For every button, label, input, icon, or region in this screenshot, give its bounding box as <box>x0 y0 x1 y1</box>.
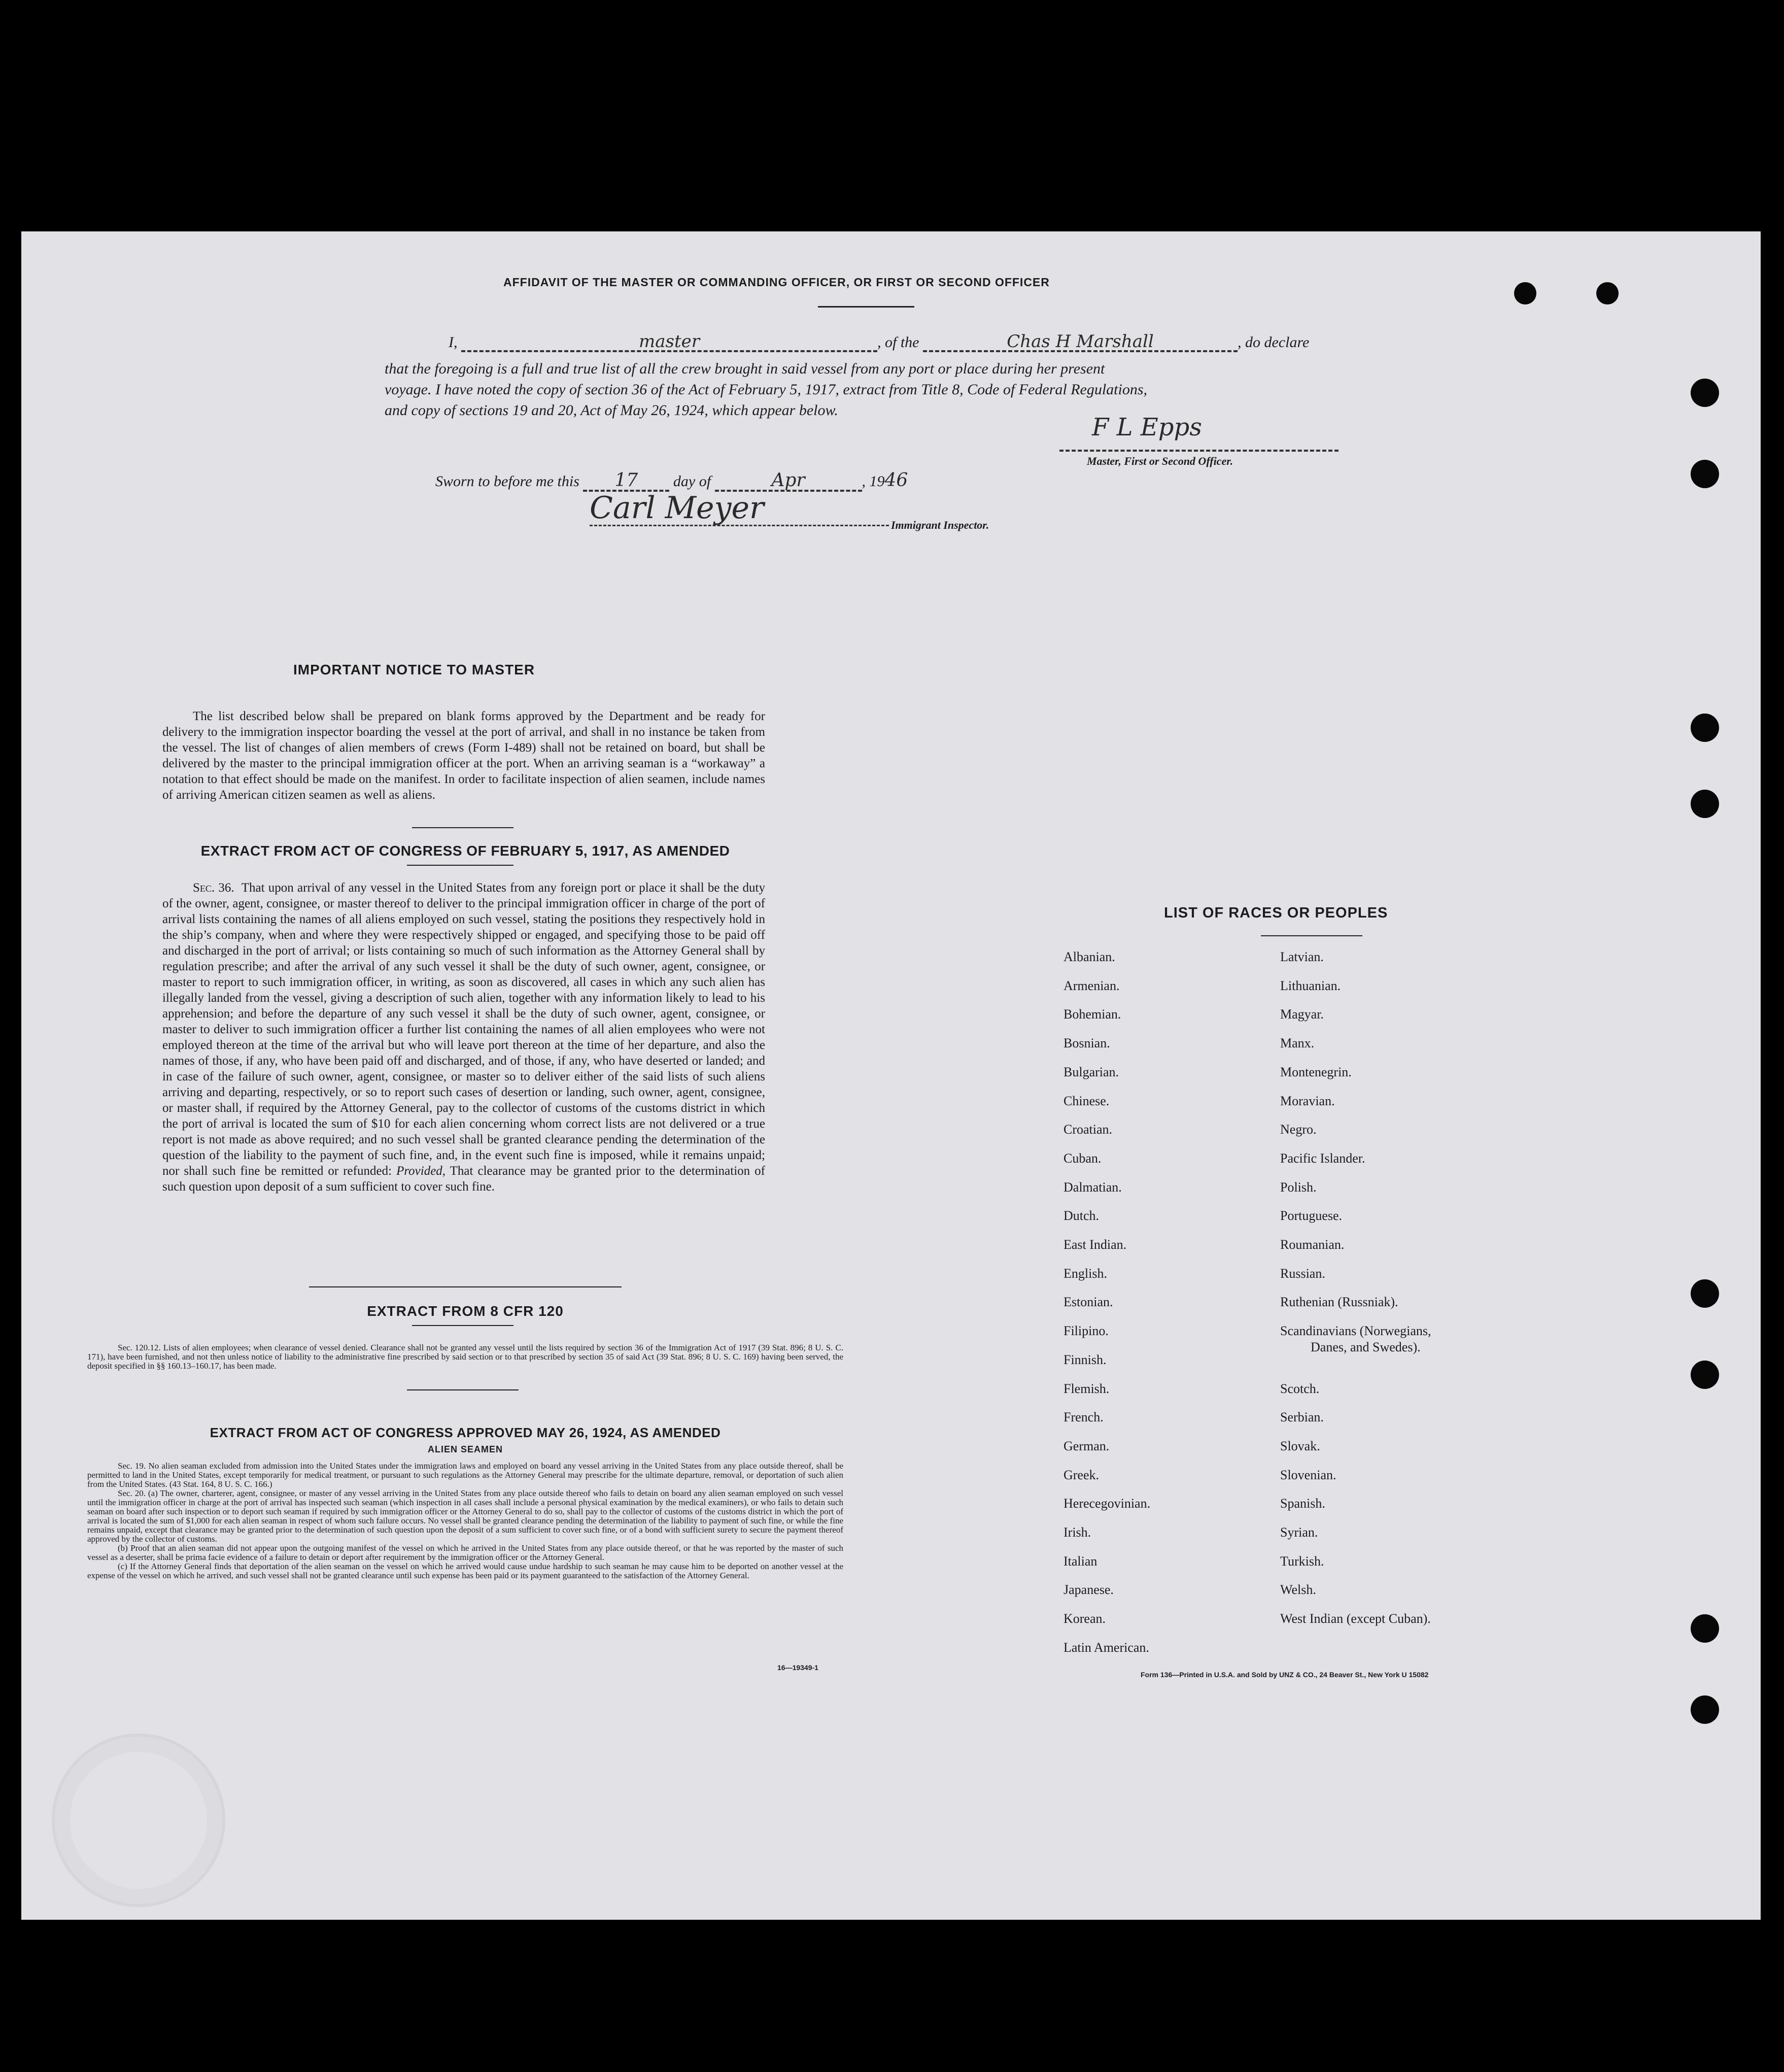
race-item: Roumanian. <box>1280 1237 1345 1252</box>
race-item: Croatian. <box>1063 1122 1113 1137</box>
sworn-month: Apr <box>771 470 805 491</box>
race-item: Latin American. <box>1063 1640 1149 1655</box>
title-rule <box>818 306 914 308</box>
race-item: East Indian. <box>1063 1237 1127 1252</box>
extract-1917-body <box>162 880 765 1195</box>
notice-rule <box>412 827 513 828</box>
race-item: Portuguese. <box>1280 1208 1343 1223</box>
punch-hole <box>1596 282 1619 304</box>
race-item: Bohemian. <box>1063 1007 1121 1022</box>
race-item: Slovak. <box>1280 1439 1320 1453</box>
race-item: Magyar. <box>1280 1007 1324 1022</box>
race-item: English. <box>1063 1266 1107 1281</box>
punch-hole <box>1691 460 1719 488</box>
declaration-line <box>449 333 1382 352</box>
race-item: Greek. <box>1063 1468 1100 1482</box>
race-item: Chinese. <box>1063 1094 1110 1108</box>
races-title: LIST OF RACES OR PEOPLES <box>1164 905 1388 921</box>
sec-20a-text: Sec. 20. (a) The owner, charterer, agent, consignee, or master of any vessel arriving in the United States from any place outside thereof who fails to detain on board any alien seaman employed on such vessel until the immigration officer in charge at the port of arrival has inspected such seaman (which inspection in all cases shall include a personal physical examination by the medical examiners), or who fails to detain such seaman on board after such inspection or to deport such seaman if required by such immigration officer or the Attorney General to do so, shall pay to the collector of customs of the customs district in which the port of arrival is located the sum of $1,000 for each alien seaman in respect of whom such failure occurs. No vessel shall be granted clearance pending the determination of the liability to payment of such fine, or while the fine remains unpaid, except that clearance may be granted prior to the determination of such question upon the deposit of a sum sufficient to cover such fine, or of a bond with sufficient surety to secure the payment thereof approved by the collector of customs. <box>87 1488 843 1544</box>
extract-1924-subtitle: ALIEN SEAMEN <box>427 1444 503 1454</box>
race-item: Finnish. <box>1063 1352 1107 1367</box>
race-item: Scandinavians (Norwegians, <box>1280 1323 1431 1338</box>
declaration-line-1: that the foregoing is a full and true list of all the crew brought in said vessel from any port or place during her present <box>385 360 1105 377</box>
race-item: Japanese. <box>1063 1582 1114 1597</box>
race-item: Danes, and Swedes). <box>1311 1340 1421 1354</box>
notice-body <box>162 708 765 803</box>
year-prefix: , 19 <box>862 473 885 490</box>
race-item: Manx. <box>1280 1036 1315 1050</box>
race-item: Moravian. <box>1280 1094 1335 1108</box>
master-signature: F L Epps <box>1092 413 1202 441</box>
extract-1924-title: EXTRACT FROM ACT OF CONGRESS APPROVED MAY 26, 1924, AS AMENDED <box>210 1425 721 1440</box>
race-item: Bosnian. <box>1063 1036 1110 1050</box>
race-item: Serbian. <box>1280 1410 1324 1424</box>
race-item: Italian <box>1063 1554 1097 1569</box>
punch-hole <box>1514 282 1536 304</box>
race-item: Estonian. <box>1063 1295 1113 1309</box>
race-item: Polish. <box>1280 1180 1317 1195</box>
notice-text: The list described below shall be prepared on blank forms approved by the Department and be ready for delivery to the immigration inspector boarding the vessel at the port of arrival, and shall in no instance be taken from the vessel. The list of changes of alien members of crews (Form I-489) shall not be retained on board, but shall be delivered by the master to the principal immigration officer at the port. When an arriving seaman is a “workaway” a notation to that effect should be made on the manifest. In order to facilitate inspection of alien seamen, include names of arriving American citizen seamen as well as aliens. <box>162 709 765 802</box>
master-signature-line <box>1059 450 1339 452</box>
form-footer: Form 136—Printed in U.S.A. and Sold by UNZ & CO., 24 Beaver St., New York U 15082 <box>1141 1671 1429 1679</box>
punch-hole <box>1691 379 1719 407</box>
race-item: Irish. <box>1063 1525 1091 1540</box>
inspector-signature-line <box>590 525 889 526</box>
sec-36-text: That upon arrival of any vessel in the United States from any foreign port or place it shall be the duty of the owner, agent, consignee, or master thereof to deliver to the principal immigration officer in charge of the port of arrival lists containing the names of all aliens employed on such vessel, stating the positions they respectively hold in the ship’s company, when and where they were respectively shipped or engaged, and specifying those to be paid off and discharged in the port of arrival; or lists containing so much of such information as the Attorney General shall by regulation prescribe; and after the arrival of any such vessel it shall be the duty of such owner, agent, consignee, or master to report to such immigration officer, in writing, as soon as discovered, all cases in which any such alien has illegally landed from the vessel, giving a description of such alien, together with any information likely to lead to his apprehension; and before the departure of any such vessel it shall be the duty of such owner, agent, consignee, or master to deliver to such immigration officer a further list containing the names of all alien employees who were not employed thereon at the time of the arrival but who will leave port thereon at the time of her departure, and also the names of those, if any, who have been paid off and discharged, and of those, if any, who have deserted or landed; and in case of the failure of such owner, agent, consignee, or master so to deliver either of the said lists of such aliens arriving and departing, respectively, or so to report such cases of desertion or landing, such owner, agent, consignee, or master shall, if required by the Attorney General, pay to the collector of customs of the customs district in which the port of arrival is located the sum of $10 for each alien concerning whom correct lists are not delivered or a true report is not made as above required; and no such vessel shall be granted clearance pending the determination of the question of the liability to the payment of such fine, and, in the event such fine is imposed, while it remains unpaid; nor shall such fine be remitted or refunded: <box>162 881 765 1178</box>
race-item: Latvian. <box>1280 949 1324 964</box>
declare-label: , do declare <box>1238 334 1310 351</box>
punch-hole <box>1691 714 1719 742</box>
cfr-rule <box>412 1325 513 1326</box>
sworn-day: 17 <box>614 470 638 491</box>
race-item: Slovenian. <box>1280 1468 1336 1482</box>
punch-hole <box>1691 1695 1719 1724</box>
sec-36-label: Sec. 36. <box>193 881 234 895</box>
race-item: Welsh. <box>1280 1582 1316 1597</box>
punch-hole <box>1691 1279 1719 1308</box>
affidavit-title: AFFIDAVIT OF THE MASTER OR COMMANDING OFFICER, OR FIRST OR SECOND OFFICER <box>503 276 1050 289</box>
year-suffix: 46 <box>884 470 908 491</box>
race-item: Scotch. <box>1280 1381 1320 1396</box>
vessel-value: Chas H Marshall <box>1007 331 1154 352</box>
embossed-seal <box>52 1734 225 1907</box>
proviso-label: Provided, <box>396 1164 446 1178</box>
race-item: Lithuanian. <box>1280 978 1341 993</box>
race-item: Russian. <box>1280 1266 1325 1281</box>
race-item: Korean. <box>1063 1611 1106 1626</box>
race-item: West Indian (except Cuban). <box>1280 1611 1431 1626</box>
of-the-label: , of the <box>877 334 919 351</box>
cfr-text: Sec. 120.12. Lists of alien employees; when clearance of vessel denied. Clearance shall not be granted any vessel until the lists required by section 36 of the Immigration Act of 1917 (39 Stat. 896; 8 U. S. C. 171), have been furnished, and not then unless notice of liability to the administrative fine prescribed by said section or to that prescribed by section 35 of said Act (39 Stat. 896; 8 U. S. C. 169) having been served, the deposit specified in §§ 160.13–160.17, has been made. <box>87 1343 843 1371</box>
extract-1917-title: EXTRACT FROM ACT OF CONGRESS OF FEBRUARY 5, 1917, AS AMENDED <box>200 843 730 859</box>
vessel-field <box>923 333 1238 352</box>
race-item: Spanish. <box>1280 1496 1325 1511</box>
sec-20b-text: (b) Proof that an alien seaman did not appear upon the outgoing manifest of the vessel on which he arrived in the United States from any place outside thereof, or that he was reported by the master of such vessel as a deserter, shall be prima facie evidence of a failure to detain or deport after requirement by the immigration officer or the Attorney General. <box>87 1543 843 1562</box>
race-item: Armenian. <box>1063 978 1120 993</box>
race-item: Negro. <box>1280 1122 1317 1137</box>
race-item: German. <box>1063 1439 1110 1453</box>
cfr-end-rule <box>407 1389 519 1390</box>
declaration-line-3: and copy of sections 19 and 20, Act of May 26, 1924, which appear below. <box>385 402 838 419</box>
race-item: Filipino. <box>1063 1323 1109 1338</box>
race-item: Cuban. <box>1063 1151 1102 1166</box>
cfr-title: EXTRACT FROM 8 CFR 120 <box>367 1303 564 1319</box>
race-item: Flemish. <box>1063 1381 1110 1396</box>
race-item: Dutch. <box>1063 1208 1100 1223</box>
declaration-line-2: voyage. I have noted the copy of section 36 of the Act of February 5, 1917, extract from Title 8, Code of Federal Regulations, <box>385 381 1148 398</box>
sec-20c-text: (c) If the Attorney General finds that deportation of the alien seaman on the vessel on which he arrived would cause undue hardship to such seaman he may cause him to be deported on another vessel at the expense of the vessel on which he arrived, and such vessel shall not be granted clearance until such expense has been paid or its payment guaranteed to the satisfaction of the Attorney General. <box>87 1561 843 1580</box>
punch-hole <box>1691 1361 1719 1389</box>
extract-1917-end-rule <box>309 1286 622 1287</box>
sworn-line <box>435 470 908 492</box>
capacity-value: master <box>639 331 700 352</box>
race-item: Dalmatian. <box>1063 1180 1122 1195</box>
race-item: Herecegovinian. <box>1063 1496 1151 1511</box>
inspector-caption: Immigrant Inspector. <box>891 519 989 531</box>
race-item: French. <box>1063 1410 1104 1424</box>
sworn-label: Sworn to before me this <box>435 473 579 490</box>
race-item: Bulgarian. <box>1063 1065 1119 1079</box>
sec-19-text: Sec. 19. No alien seaman excluded from admission into the United States under the immigration laws and employed on board any vessel arriving in the United States from any place outside thereof, shall be permitted to land in the United States, except temporarily for medical treatment, or pursuant to such regulations as the Attorney General may prescribe for the ultimate departure, removal, or deportation of such alien from the United States. (43 Stat. 164, 8 U. S. C. 166.) <box>87 1461 843 1489</box>
races-rule <box>1261 935 1362 936</box>
declaration-text <box>385 358 1379 421</box>
race-item: Turkish. <box>1280 1554 1324 1569</box>
sworn-day-field <box>583 471 669 492</box>
master-caption: Master, First or Second Officer. <box>1087 455 1233 467</box>
print-code: 16—19349-1 <box>777 1663 818 1672</box>
race-item: Syrian. <box>1280 1525 1318 1540</box>
proviso-text: That clearance may be granted prior to the determination of such question upon deposit of a sum sufficient to cover such fine. <box>162 1164 766 1194</box>
sworn-month-field <box>715 471 862 492</box>
race-item: Montenegrin. <box>1280 1065 1352 1079</box>
punch-hole <box>1691 790 1719 818</box>
i-label: I, <box>449 334 458 351</box>
cfr-body <box>87 1343 843 1371</box>
race-item: Ruthenian (Russniak). <box>1280 1295 1398 1309</box>
race-item: Pacific Islander. <box>1280 1151 1365 1166</box>
race-item: Albanian. <box>1063 949 1115 964</box>
inspector-signature: Carl Meyer <box>590 490 764 526</box>
extract-1917-rule <box>407 865 513 866</box>
capacity-field <box>461 333 877 352</box>
form-sheet <box>21 231 1761 1920</box>
notice-title: IMPORTANT NOTICE TO MASTER <box>293 662 535 677</box>
day-of-label: day of <box>673 473 711 490</box>
extract-1924-body <box>87 1462 843 1580</box>
punch-hole <box>1691 1614 1719 1643</box>
